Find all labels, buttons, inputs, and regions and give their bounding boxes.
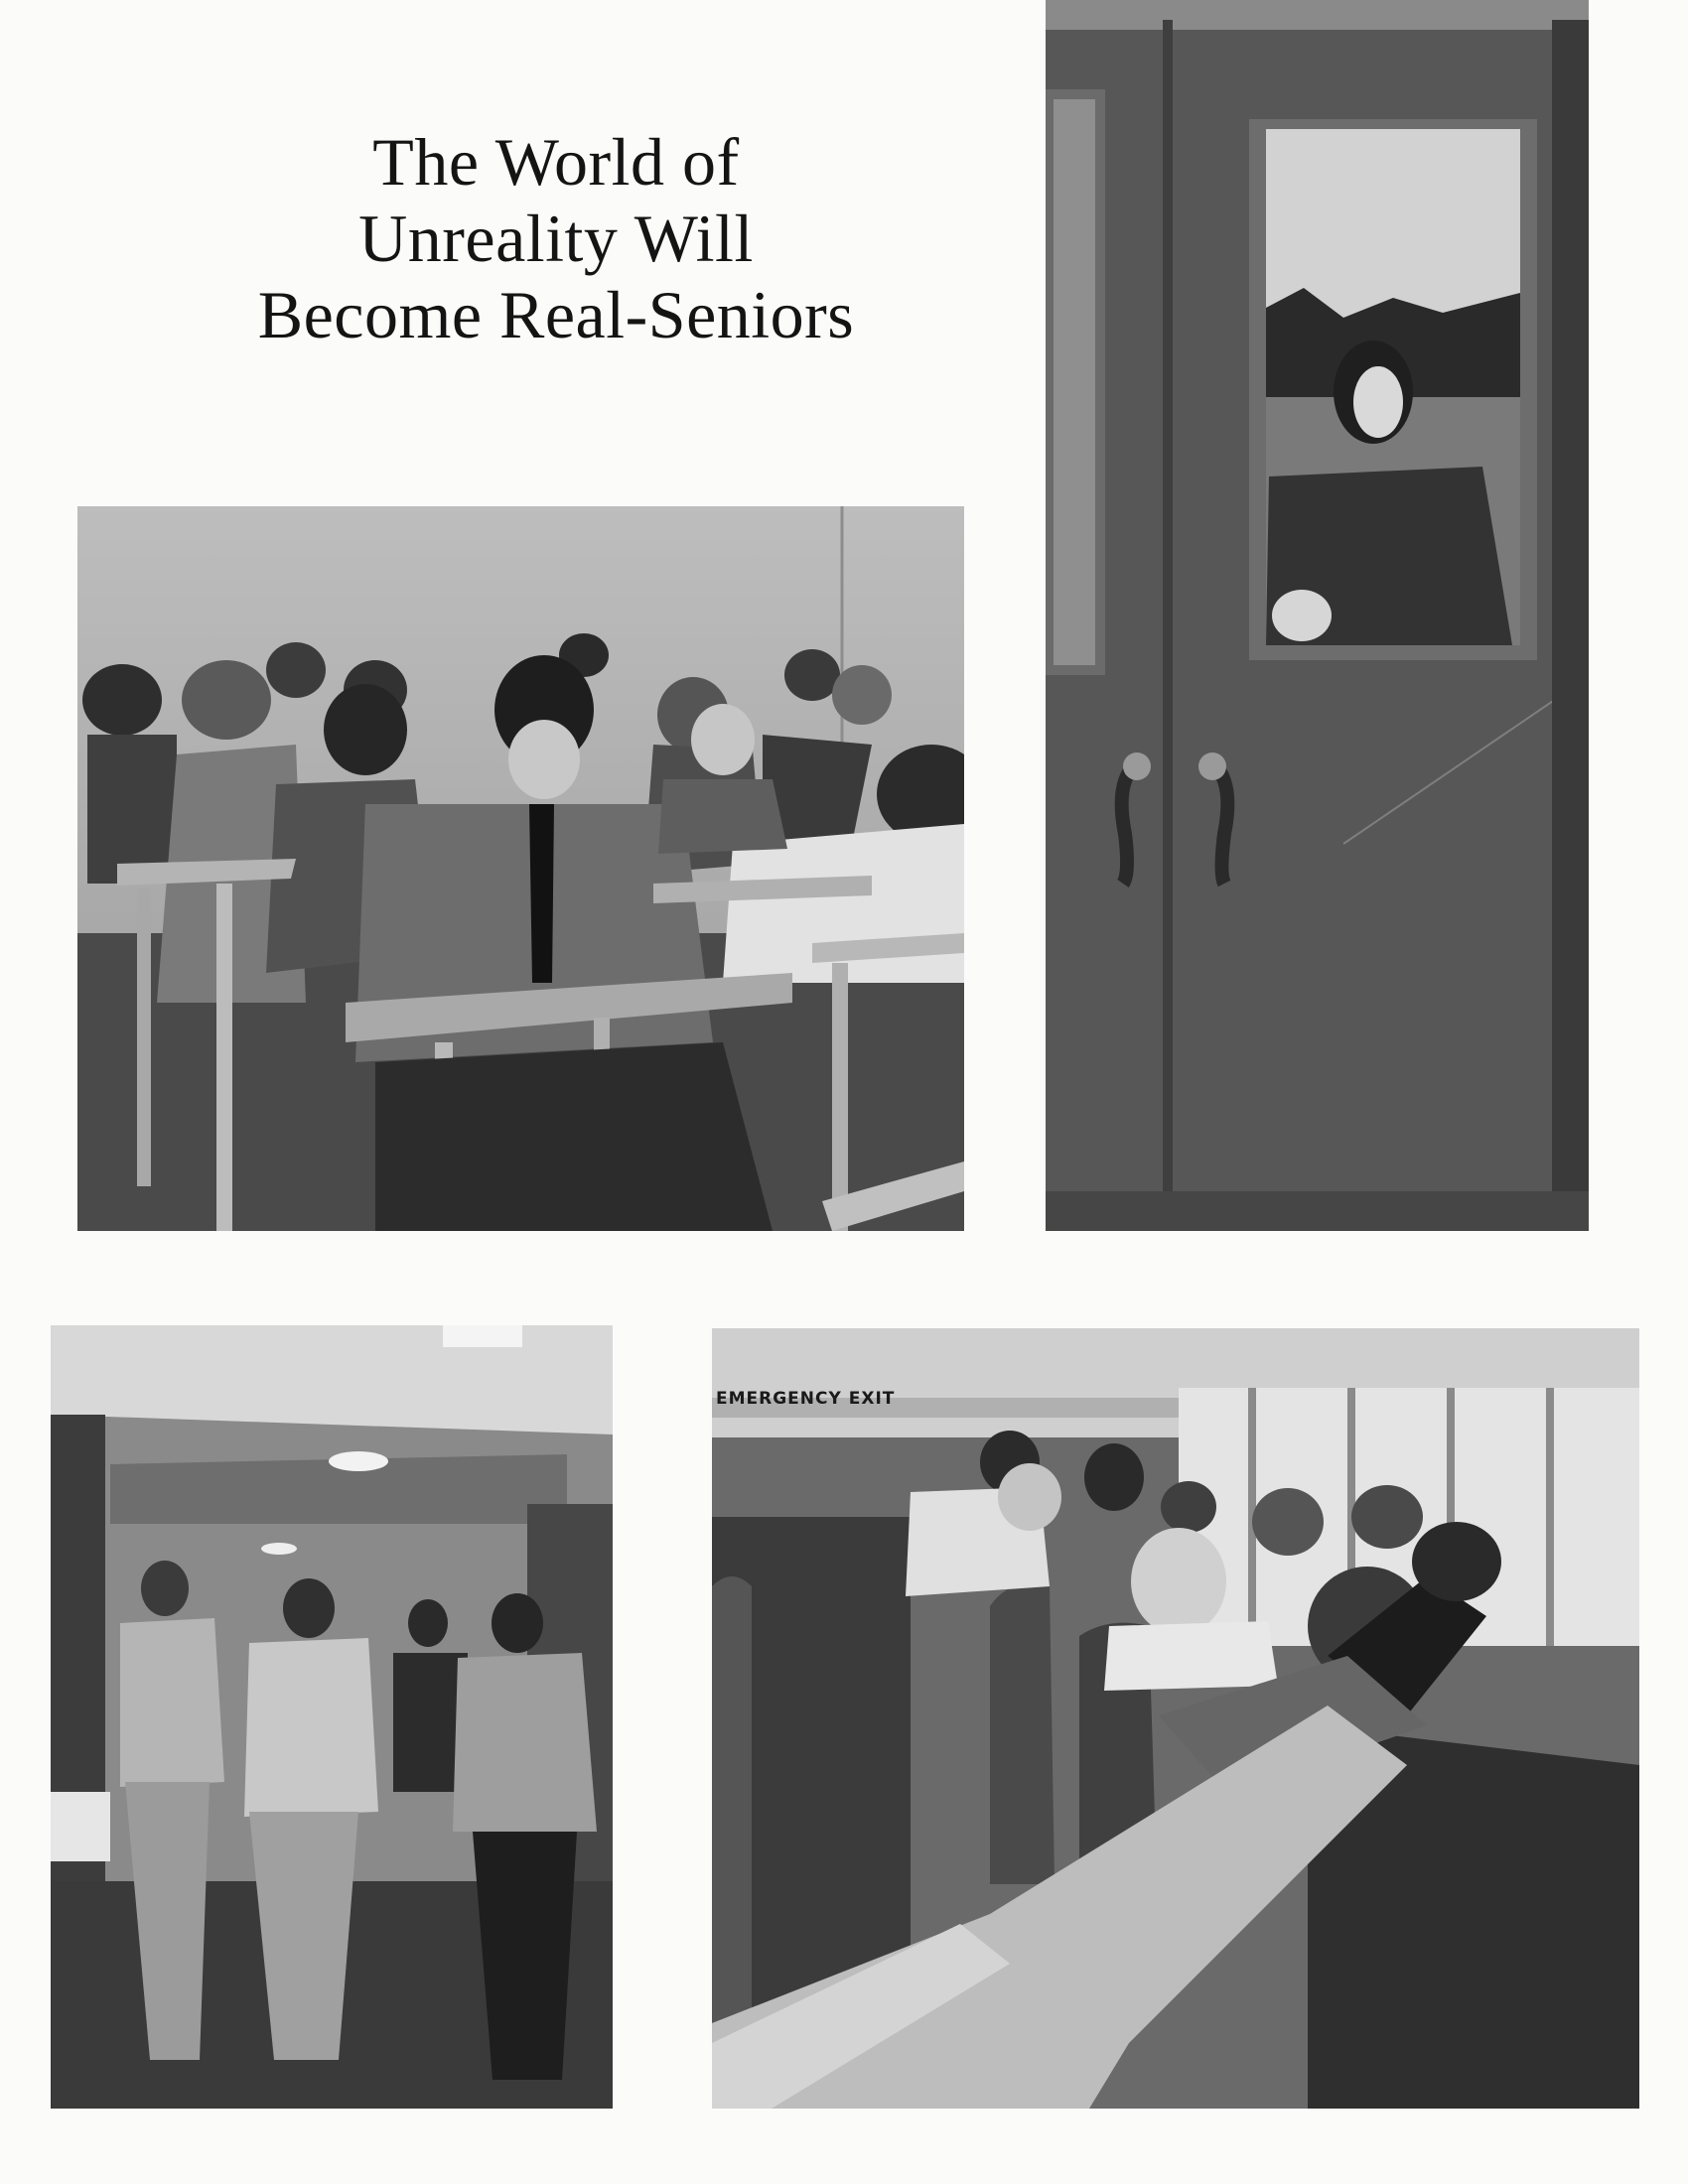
headline-line-3: Become Real-Seniors	[257, 277, 855, 352]
bus-emergency-exit-sign: EMERGENCY EXIT	[716, 1389, 896, 1409]
hallway-photo	[51, 1325, 613, 2109]
door-window-photo	[1046, 0, 1589, 1231]
headline-line-1: The World of	[372, 124, 740, 200]
headline-line-2: Unreality Will	[358, 201, 754, 276]
bus-photo	[712, 1328, 1639, 2109]
page-headline	[149, 124, 963, 353]
classroom-photo	[77, 506, 964, 1231]
